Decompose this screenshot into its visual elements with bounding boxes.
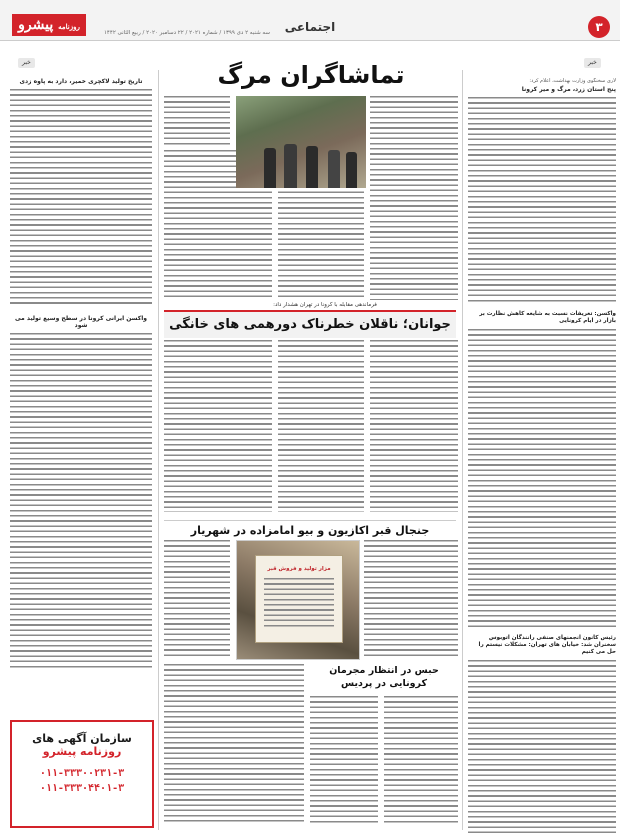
photo-figure bbox=[328, 150, 340, 188]
youth-col2 bbox=[278, 340, 364, 512]
right-story-title: پنج استان زرد، مرگ و میر کرونا bbox=[521, 86, 616, 93]
youth-headline: جوانان؛ ناقلان خطرناک دورهمی های خانگی bbox=[169, 317, 451, 332]
right-kicker: لاری سخنگوی وزارت بهداشت، اعلام کرد: bbox=[529, 78, 616, 84]
right-story2-title: واکسن: تعریفات نسبت به شایعه کاهش نظارت بر بازار در ایام کرونایی bbox=[479, 311, 616, 324]
waiting-col1 bbox=[384, 696, 458, 824]
waiting-headline: حبس در انتظار مجرمان کرونایی در پردیس bbox=[329, 665, 439, 689]
cemetery-col3 bbox=[164, 664, 304, 824]
ad-title-line1: سازمان آگهی های bbox=[32, 732, 132, 745]
right-column bbox=[468, 78, 616, 836]
column-divider bbox=[462, 70, 463, 830]
right-story2-body bbox=[468, 329, 616, 629]
page-number: ۳ bbox=[588, 16, 610, 38]
cemetery-sign bbox=[255, 555, 343, 643]
main-story-col1 bbox=[370, 96, 458, 300]
main-story-col4 bbox=[164, 96, 230, 146]
cemetery-col1 bbox=[364, 540, 458, 658]
photo-figure bbox=[264, 148, 276, 188]
cemetery-col2 bbox=[164, 540, 230, 658]
left-story2-body bbox=[10, 333, 152, 671]
sign-text: مزار تولید و فروش قبر bbox=[267, 566, 331, 572]
column-divider bbox=[158, 70, 159, 830]
youth-banner bbox=[164, 310, 456, 338]
youth-col3 bbox=[164, 340, 272, 512]
right-story3-body bbox=[468, 660, 616, 836]
photo-figure bbox=[284, 144, 297, 188]
waiting-col2 bbox=[310, 696, 378, 824]
advertising-box bbox=[10, 720, 154, 828]
newspaper-logo bbox=[12, 14, 86, 36]
youth-col1 bbox=[370, 340, 458, 512]
cemetery-headline: جنجال قبر اکازیون و بیو امامزاده در شهریار bbox=[164, 520, 456, 539]
sign-lines bbox=[264, 578, 334, 628]
photo-figure bbox=[346, 152, 357, 188]
right-story-body bbox=[468, 97, 616, 305]
section-title: اجتماعی bbox=[284, 20, 336, 34]
main-photo bbox=[236, 96, 366, 188]
ad-phone-1: ۰۱۱-۳۳۳۰۰۲۳۱-۳ bbox=[39, 768, 125, 779]
photo-figure bbox=[306, 146, 318, 188]
ad-phone-2: ۰۱۱-۳۳۳۰۴۴۰۱-۳ bbox=[39, 783, 125, 794]
issue-info: سه شنبه ۲ دی ۱۳۹۹ / شماره ۲۰۲۱ / ۲۲ دسامبر ۲۰۲۰ / ربیع الثانی ۱۴۴۲ bbox=[103, 30, 270, 36]
logo-text: پیشرو bbox=[18, 17, 54, 33]
cemetery-photo bbox=[236, 540, 360, 660]
main-headline: تماشاگران مرگ bbox=[217, 61, 405, 89]
left-story1-title: تاریخ تولید لاکچری خمیر، دارد به پاوه زدی bbox=[19, 78, 143, 85]
left-story2-title: واکسن ایرانی کرونا در سطح وسیع تولید می شود bbox=[14, 315, 148, 329]
youth-kicker: فرماندهی مقابله با کرونا در تهران هشدار داد: bbox=[273, 302, 377, 308]
news-label-left: خبر bbox=[18, 58, 35, 68]
news-label-right: خبر bbox=[584, 58, 601, 68]
ad-title-line2: روزنامه پیشرو bbox=[42, 745, 122, 758]
right-story3-title: رئیس کانون انجمنهای صنفی رانندگان اتوبوس سخنران شد: خیابان های تهران: مشکلات نیستم را حل می کنیم bbox=[478, 635, 616, 655]
logo-sub: روزنامه bbox=[58, 22, 80, 31]
left-story1-body bbox=[10, 89, 152, 307]
left-column bbox=[10, 72, 152, 671]
